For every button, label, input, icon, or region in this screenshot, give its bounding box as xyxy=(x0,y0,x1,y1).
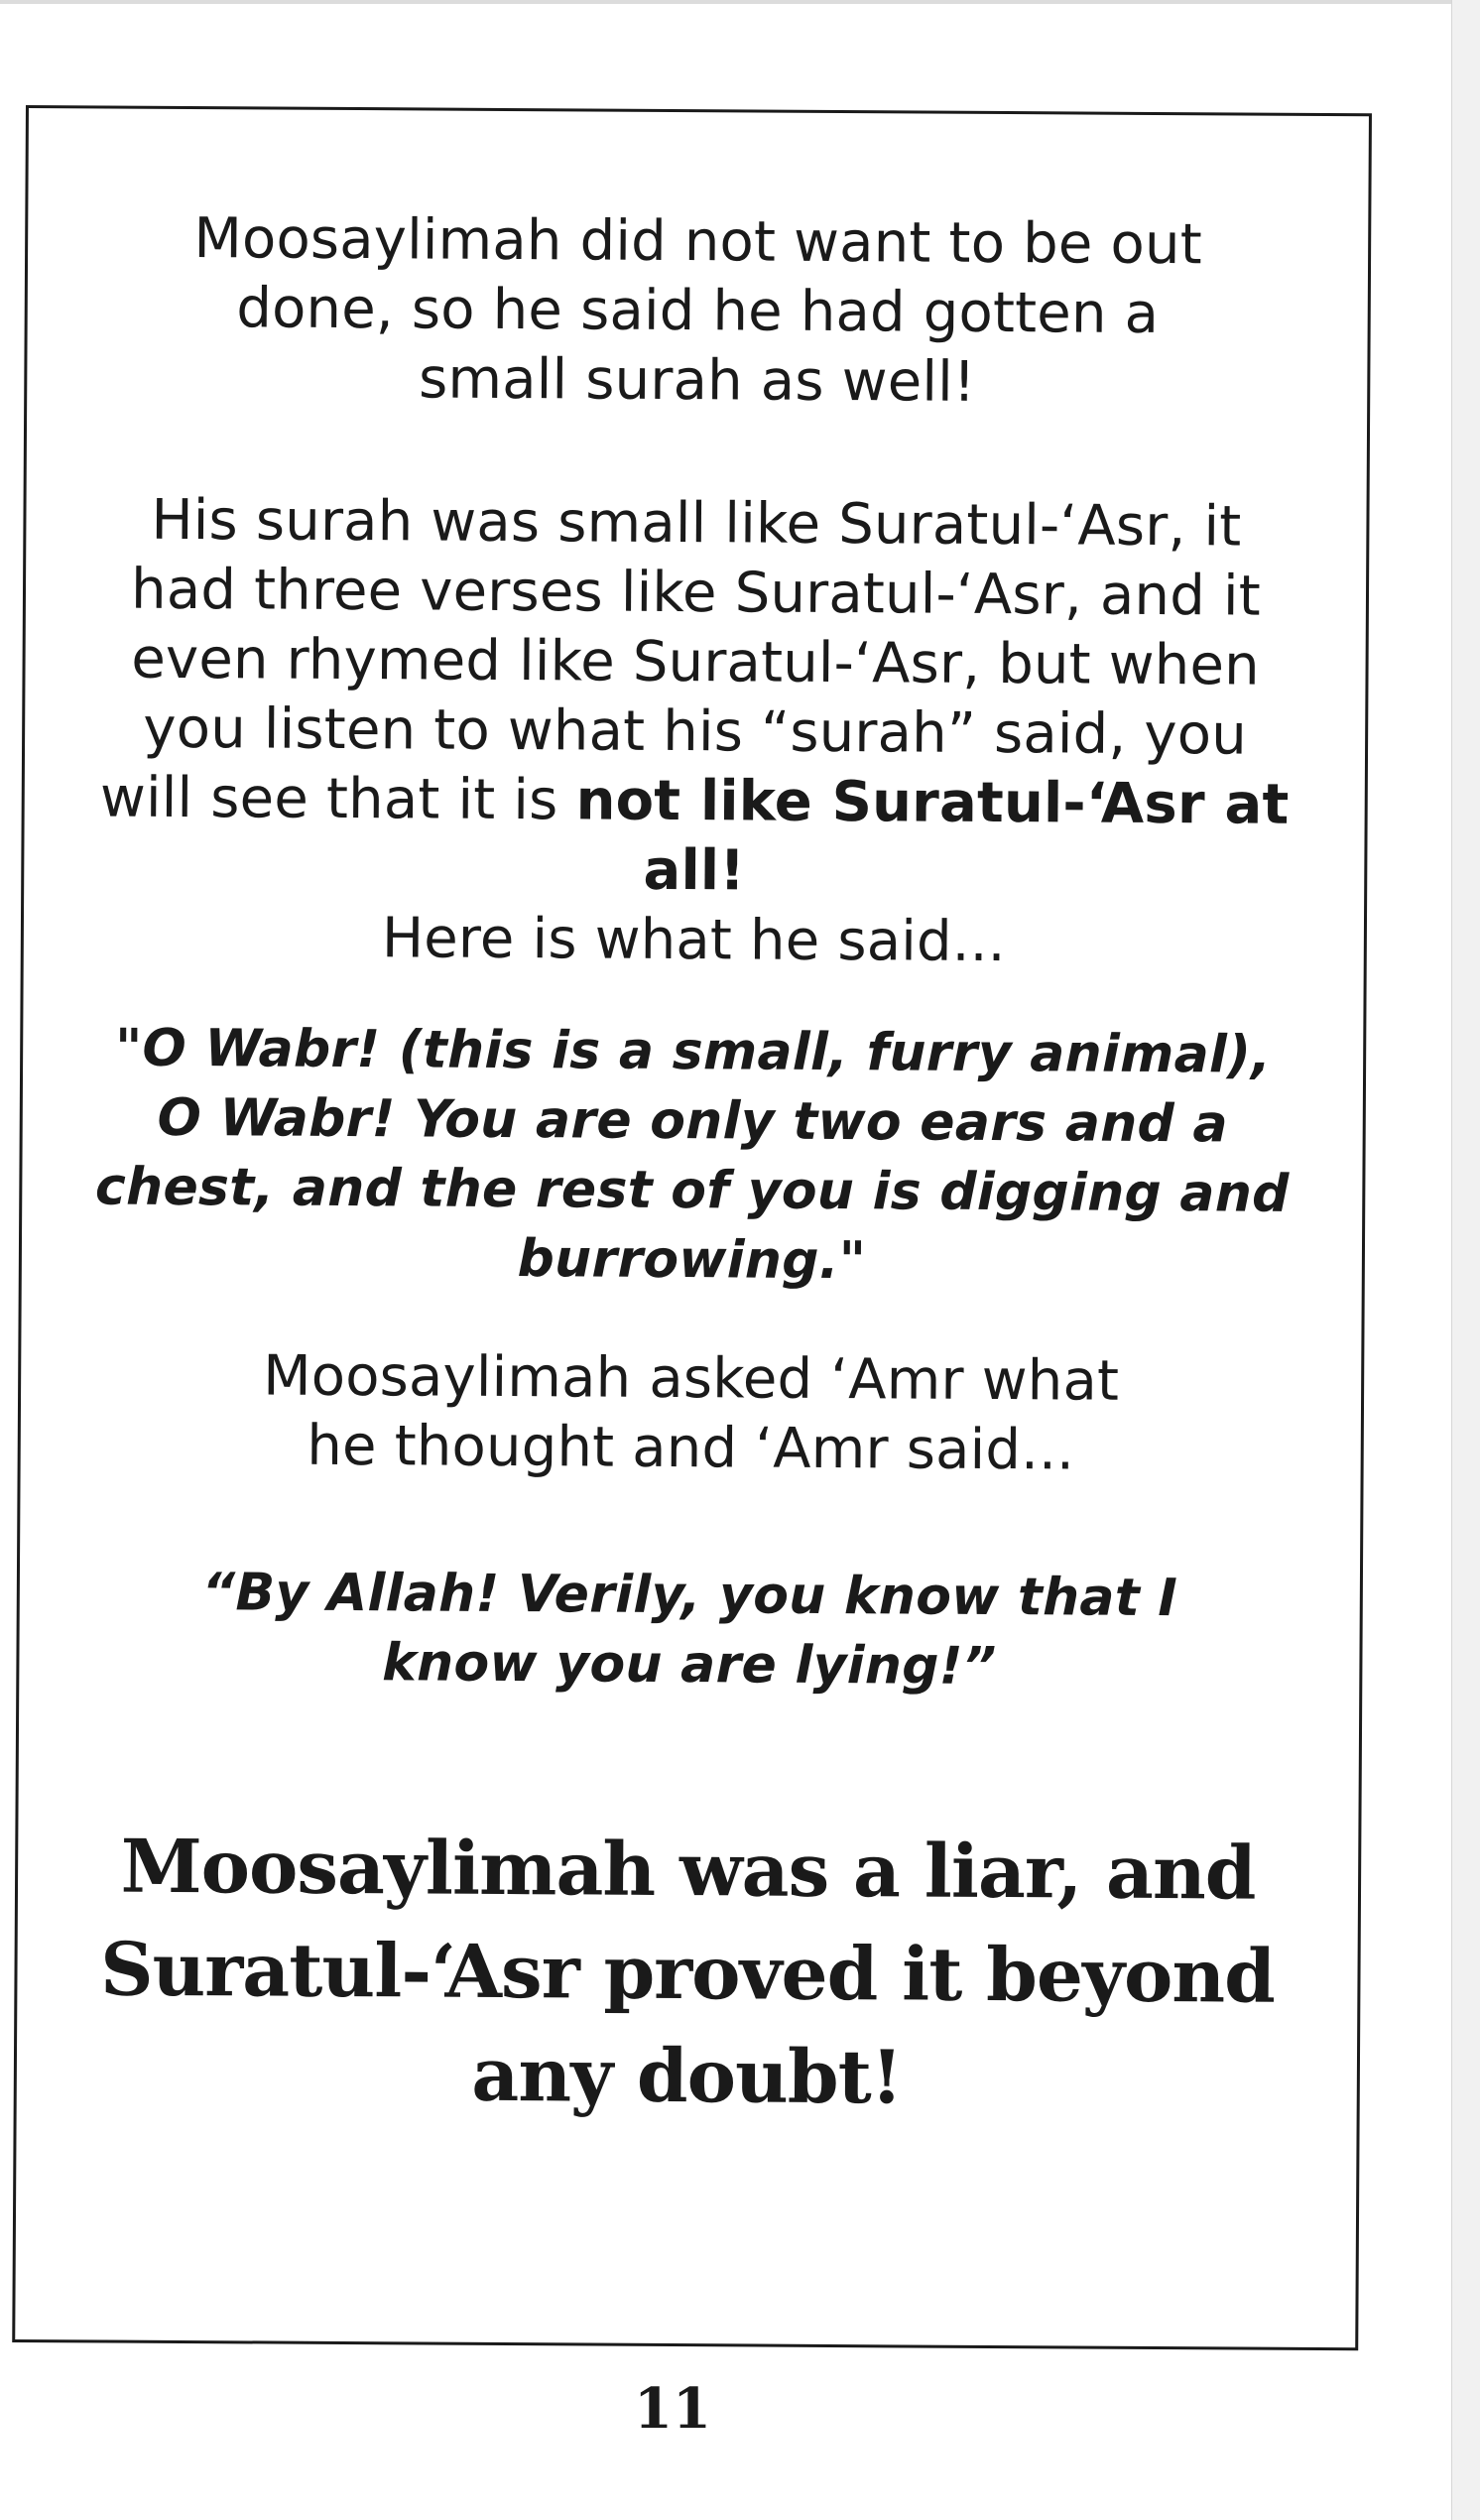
paragraph-2 xyxy=(83,485,1307,979)
page-binding-edge xyxy=(1451,0,1480,2520)
amr-quote: “By Allah! Verily, you know that I know you are lying!” xyxy=(201,1563,1178,1698)
paragraph-3: Moosaylimah asked ‘Amr what he thought and ‘Amr said... xyxy=(263,1343,1120,1483)
wabr-quote: "O Wabr! (this is a small, furry animal), O Wabr! You are only two ears and a chest, and the rest of you is digging and burrowing." xyxy=(94,1018,1290,1292)
closing-statement: Moosaylimah was a liar, and Suratul-‘Asr proved it beyond any doubt! xyxy=(99,1824,1276,2121)
paragraph-1: Moosaylimah did not want to be out done, so he said he had gotten a small surah as well! xyxy=(193,206,1203,415)
page-border-frame xyxy=(12,105,1372,2350)
paragraph-2-closing-text: Here is what he said... xyxy=(381,906,1006,975)
page-top-edge xyxy=(0,0,1480,4)
paragraph-2-text: His surah was small like Suratul-‘Asr, it had three verses like Suratul-‘Asr, and it even rhymed like Suratul-‘Asr, but when you listen to what his “surah” said, you will see that it is xyxy=(99,487,1262,833)
paragraph-2-bold-text: not like Suratul-‘Asr at all! xyxy=(575,768,1290,904)
page-number: 11 xyxy=(634,2376,711,2442)
